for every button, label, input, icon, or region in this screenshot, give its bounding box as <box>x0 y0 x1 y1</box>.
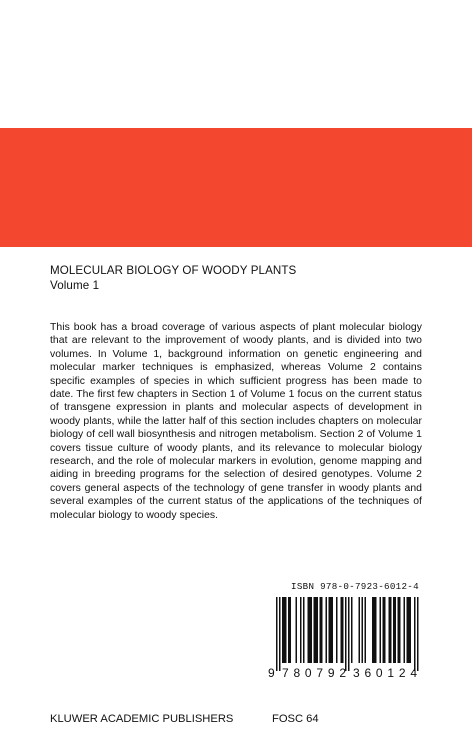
barcode-bar <box>308 597 310 663</box>
barcode-bar <box>288 597 290 663</box>
book-description: This book has a broad coverage of various aspects of plant molecular biology that are relevant to the improvement of woody plants, and is divided into two volumes. In Volume 1, background information on genetic engineering and molecular marker techniques is emphasized, whereas Volume 2 contains specific examples of species in which sufficient progress has been made to date. The first few chapters in Section 1 of Volume 1 focus on the current status of transgene expression in plants and molecular aspects of development in woody plants, while the latter half of this section includes chapters on molecular biology of cell wall biosynthesis and nitrogen metabolism. Section 2 of Volume 1 covers tissue culture of woody plants, and its relevance to molecular biology research, and the role of molecular markers in evolution, genome mapping and aiding in breeding programs for the selection of desired genotypes. Volume 2 covers general aspects of the technology of gene transfer in woody plants and several examples of the current status of the applications of the techniques of molecular biology to woody species. <box>50 322 422 521</box>
barcode-bar <box>372 597 374 663</box>
barcode-bar <box>393 597 395 663</box>
publisher-name: KLUWER ACADEMIC PUBLISHERS <box>50 713 234 725</box>
barcode-bar <box>342 597 344 663</box>
volume-label: Volume 1 <box>50 279 100 292</box>
barcode-bar <box>380 597 382 663</box>
isbn-label: ISBN 978-0-7923-6012-4 <box>291 581 419 592</box>
barcode-bar <box>309 597 311 663</box>
barcode-bar <box>383 597 385 663</box>
cover-color-band <box>0 128 472 247</box>
barcode-bar <box>332 597 334 663</box>
barcode-digits-left: 780792 <box>282 666 346 680</box>
barcode-bar <box>374 597 376 663</box>
barcode-bar <box>389 597 391 663</box>
barcode-bar <box>359 597 361 663</box>
barcode-bar <box>276 597 278 671</box>
title-block <box>50 263 296 293</box>
series-code: FOSC 64 <box>272 713 319 725</box>
barcode-bar <box>326 597 328 663</box>
barcode-digit-first: 9 <box>268 666 275 680</box>
barcode-bar <box>399 597 401 663</box>
barcode-bar <box>341 597 343 663</box>
barcode-bar <box>395 597 397 663</box>
barcode-bar <box>345 597 347 671</box>
barcode-bar <box>296 597 298 663</box>
barcode-bar <box>282 597 284 663</box>
barcode-bar <box>408 597 410 663</box>
barcode-bar <box>417 597 419 671</box>
barcode-bar <box>300 597 302 663</box>
barcode-bar <box>321 597 323 663</box>
barcode-bar <box>410 597 412 663</box>
barcode-bar <box>285 597 287 663</box>
barcode-bar <box>336 597 338 663</box>
barcode-bar <box>315 597 317 663</box>
barcode-digits-right: 360124 <box>353 666 417 680</box>
barcode-bar <box>317 597 319 663</box>
barcode-bar <box>375 597 377 663</box>
barcode-bar <box>398 597 400 663</box>
barcode-bar <box>348 597 350 671</box>
barcode-bar <box>407 597 409 663</box>
barcode-bar <box>414 597 416 671</box>
barcode-bar <box>362 597 364 663</box>
barcode-bar <box>390 597 392 663</box>
barcode-bar <box>384 597 386 663</box>
barcode-bar <box>329 597 331 663</box>
barcode-bar <box>303 597 305 663</box>
barcode-bar <box>404 597 406 663</box>
barcode-block <box>262 581 424 681</box>
barcode-bar <box>330 597 332 663</box>
barcode-bar <box>351 597 353 663</box>
barcode-bar <box>279 597 281 671</box>
barcode-bar <box>311 597 313 663</box>
barcode-bar <box>290 597 292 663</box>
barcode-bar <box>320 597 322 663</box>
barcode-bar <box>365 597 367 663</box>
barcode-icon <box>262 597 424 681</box>
barcode-bar <box>314 597 316 663</box>
book-title: MOLECULAR BIOLOGY OF WOODY PLANTS <box>50 264 297 277</box>
barcode-bar <box>284 597 286 663</box>
